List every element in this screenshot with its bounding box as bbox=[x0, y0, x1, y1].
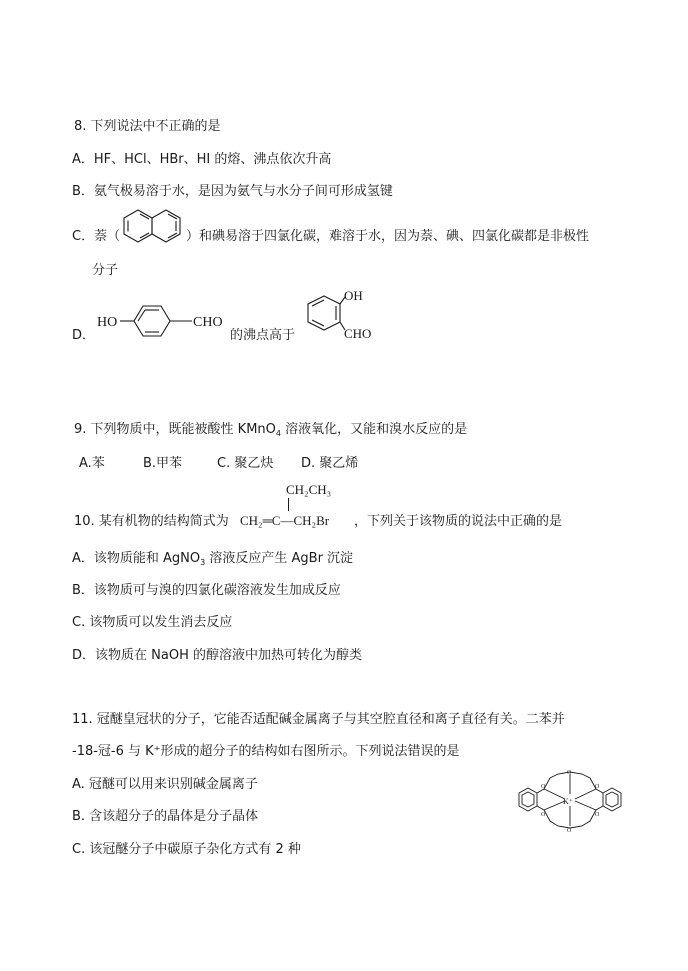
q8-option-c-text: ）和碘易溶于四氯化碳，难溶于水，因为萘、碘、四氯化碳都是非极性 bbox=[186, 229, 590, 244]
q8-option-c-continued: 分子 bbox=[92, 263, 119, 278]
q8-option-c-prefix: C．萘（ bbox=[72, 229, 121, 244]
q10-option-b: B．该物质可与溴的四氯化碳溶液发生加成反应 bbox=[72, 583, 341, 598]
q10-option-d: D．该物质在 NaOH 的醇溶液中加热可转化为醇类 bbox=[72, 648, 362, 663]
naphthalene-structure bbox=[118, 206, 188, 246]
cho-label: CHO bbox=[193, 315, 223, 330]
q8-option-b: B．氨气极易溶于水，是因为氨气与水分子间可形成氢键 bbox=[72, 184, 393, 199]
p-hydroxybenzaldehyde-structure bbox=[94, 298, 234, 342]
q10-formula-substituent: CH₂CH₃ bbox=[286, 482, 332, 497]
q10-option-c: C. 该物质可以发生消去反应 bbox=[72, 615, 233, 630]
oxygen-label: O bbox=[541, 812, 546, 818]
q11-option-b: B. 含该超分子的晶体是分子晶体 bbox=[72, 809, 259, 824]
cho-label-ortho: CHO bbox=[344, 326, 372, 341]
q10-formula-bond bbox=[288, 498, 289, 511]
q8-option-a: A．HF、HCl、HBr、HI 的熔、沸点依次升高 bbox=[72, 152, 332, 167]
ho-label: HO bbox=[97, 315, 118, 330]
q9-stem-pre: 9. 下列物质中，既能被酸性 KMnO bbox=[74, 422, 276, 437]
q8-option-d-middle: 的沸点高于 bbox=[230, 328, 296, 343]
q9-option-b: B.甲苯 bbox=[143, 456, 183, 471]
q9-stem bbox=[74, 421, 467, 439]
o-hydroxybenzaldehyde-structure bbox=[296, 286, 386, 346]
q10-option-a-post: 溶液反应产生 AgBr 沉淀 bbox=[205, 551, 354, 566]
potassium-ion-label: K⁺ bbox=[563, 797, 573, 806]
q10-stem-post: ，下列关于该物质的说法中正确的是 bbox=[354, 514, 563, 529]
q11-stem-line2: -18-冠-6 与 K⁺形成的超分子的结构如右图所示。下列说法错误的是 bbox=[72, 744, 460, 759]
oxygen-label: O bbox=[541, 784, 546, 790]
q9-stem-sub: 4 bbox=[275, 429, 281, 438]
crown-ether-k-complex-structure bbox=[514, 766, 626, 836]
oxygen-label: O bbox=[595, 784, 600, 790]
q11-stem-line1: 11. 冠醚皇冠状的分子，它能否适配碱金属离子与其空腔直径和离子直径有关。二苯并 bbox=[72, 712, 565, 727]
oxygen-label: O bbox=[595, 812, 600, 818]
oh-label: OH bbox=[344, 288, 363, 303]
q11-option-c: C. 该冠醚分子中碳原子杂化方式有 2 种 bbox=[72, 842, 301, 857]
q8-option-d-prefix: D． bbox=[72, 328, 96, 343]
oxygen-label: O bbox=[567, 828, 572, 834]
q11-option-a: A. 冠醚可以用来识别碱金属离子 bbox=[72, 777, 258, 792]
q10-option-a-pre: A．该物质能和 AgNO bbox=[72, 551, 201, 566]
q8-stem: 8. 下列说法中不正确的是 bbox=[74, 119, 221, 134]
q9-option-d: D. 聚乙烯 bbox=[301, 456, 359, 471]
q10-stem-pre: 10. 某有机物的结构简式为 bbox=[74, 514, 229, 529]
q9-option-c: C. 聚乙炔 bbox=[217, 456, 274, 471]
q9-option-a: A.苯 bbox=[79, 456, 105, 471]
oxygen-label: O bbox=[567, 770, 572, 776]
q10-formula-main: CH₂═C—CH₂Br bbox=[240, 513, 330, 528]
q10-option-a-sub: 3 bbox=[200, 558, 206, 567]
q9-stem-post: 溶液氧化，又能和溴水反应的是 bbox=[280, 422, 468, 437]
q10-option-a bbox=[72, 550, 353, 568]
